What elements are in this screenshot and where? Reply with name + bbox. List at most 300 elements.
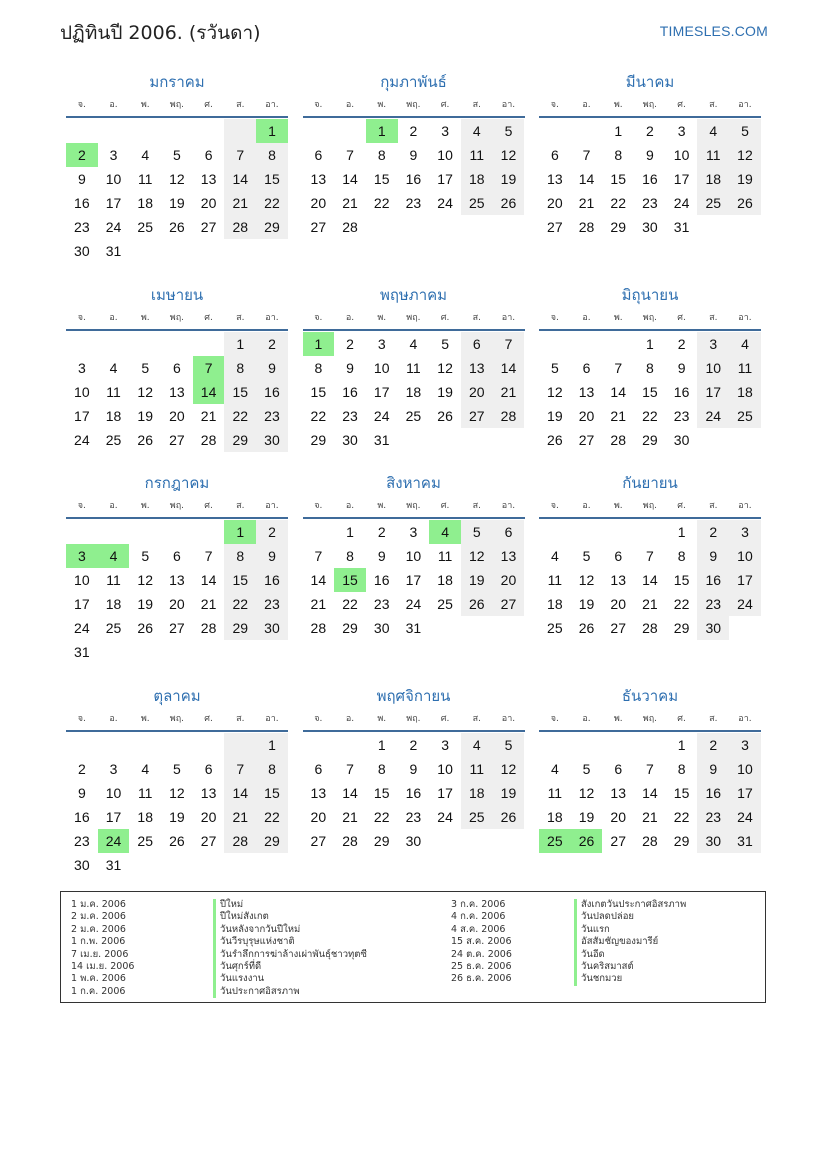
day-empty xyxy=(256,239,288,263)
page-title: ปฏิทินปี 2006. (รวันดา) xyxy=(60,22,261,44)
month-11 xyxy=(303,684,525,853)
day-cell: 29 xyxy=(310,432,327,448)
day-cell: 12 xyxy=(729,143,761,167)
day-cell: 3 xyxy=(441,737,449,753)
day-cell: 19 xyxy=(578,809,595,825)
day-cell: 13 xyxy=(610,785,626,801)
day-cell: 20 xyxy=(493,568,525,592)
week-row xyxy=(539,167,761,191)
weekday-label: จ. xyxy=(77,313,86,323)
day-cell: 30 xyxy=(342,432,358,448)
day-cell: 5 xyxy=(173,761,181,777)
day-cell: 1 xyxy=(256,119,288,143)
day-cell: 4 xyxy=(98,544,130,568)
week-row xyxy=(66,404,288,428)
weekday-label: จ. xyxy=(314,501,323,511)
day-cell: 30 xyxy=(256,428,288,452)
day-cell: 16 xyxy=(642,171,658,187)
day-cell: 7 xyxy=(346,147,354,163)
day-cell: 3 xyxy=(441,123,449,139)
day-cell: 11 xyxy=(106,384,121,400)
week-row xyxy=(66,428,288,452)
day-empty xyxy=(634,520,666,544)
day-cell: 7 xyxy=(193,356,225,380)
day-empty xyxy=(729,215,761,239)
day-cell: 23 xyxy=(697,592,729,616)
week-row xyxy=(66,640,288,664)
day-empty xyxy=(493,428,525,452)
week-row xyxy=(66,853,288,877)
day-cell: 28 xyxy=(610,432,626,448)
day-cell: 24 xyxy=(437,195,453,211)
day-cell: 14 xyxy=(610,384,626,400)
day-empty xyxy=(429,215,461,239)
weekday-label: พ. xyxy=(377,501,387,511)
week-row xyxy=(303,191,525,215)
day-cell: 25 xyxy=(547,620,563,636)
day-cell: 15 xyxy=(224,380,256,404)
week-row xyxy=(303,356,525,380)
day-cell: 1 xyxy=(677,524,686,540)
day-cell: 19 xyxy=(578,596,595,612)
weekday-label: ส. xyxy=(236,100,245,110)
weekday-header xyxy=(303,307,525,331)
day-cell: 10 xyxy=(105,171,122,187)
day-cell: 27 xyxy=(461,404,493,428)
day-cell: 7 xyxy=(224,143,256,167)
weekday-label: ส. xyxy=(709,100,718,110)
day-empty xyxy=(224,853,256,877)
day-cell: 20 xyxy=(461,380,493,404)
day-cell: 22 xyxy=(673,809,690,825)
day-cell: 30 xyxy=(673,432,690,448)
day-empty xyxy=(161,640,193,664)
day-cell: 20 xyxy=(310,809,327,825)
day-cell: 29 xyxy=(373,833,390,849)
holiday-date: 1 ก.พ. 2006 xyxy=(71,936,126,948)
day-cell: 16 xyxy=(373,572,390,588)
day-cell: 17 xyxy=(697,380,729,404)
day-cell: 31 xyxy=(373,432,390,448)
weekday-header xyxy=(539,495,761,519)
day-cell: 13 xyxy=(169,384,185,400)
day-cell: 12 xyxy=(169,171,185,187)
day-cell: 3 xyxy=(677,123,686,139)
day-cell: 25 xyxy=(461,191,493,215)
day-cell: 18 xyxy=(137,195,153,211)
day-cell: 23 xyxy=(74,219,90,235)
day-cell: 12 xyxy=(547,384,563,400)
day-empty xyxy=(571,332,603,356)
day-cell: 7 xyxy=(204,548,213,564)
day-cell: 2 xyxy=(256,332,288,356)
weekday-label: ศ. xyxy=(440,714,450,724)
weekday-label: จ. xyxy=(550,313,559,323)
day-cell: 12 xyxy=(578,785,595,801)
holiday-name: วันแรก xyxy=(574,924,686,936)
day-cell: 13 xyxy=(610,572,626,588)
site-link[interactable]: TIMESLES.COM xyxy=(659,23,768,39)
weekday-label: ส. xyxy=(472,714,481,724)
day-empty xyxy=(729,428,761,452)
day-empty xyxy=(602,332,634,356)
day-cell: 27 xyxy=(200,833,217,849)
weekday-label: ส. xyxy=(709,714,718,724)
day-empty xyxy=(161,853,193,877)
week-row xyxy=(66,829,288,853)
weekday-label: พ. xyxy=(613,501,623,511)
day-cell: 30 xyxy=(697,829,729,853)
month-10 xyxy=(66,684,288,877)
holiday-legend xyxy=(60,891,766,1003)
day-cell: 27 xyxy=(547,219,563,235)
day-cell: 6 xyxy=(614,548,623,564)
holiday-date: 15 ส.ค. 2006 xyxy=(451,936,512,948)
weekday-label: พฤ. xyxy=(406,313,421,323)
day-cell: 24 xyxy=(105,219,122,235)
day-cell: 23 xyxy=(405,809,422,825)
day-cell: 2 xyxy=(646,123,654,139)
day-cell: 10 xyxy=(437,761,453,777)
day-empty xyxy=(461,829,493,853)
day-cell: 26 xyxy=(137,432,153,448)
day-cell: 27 xyxy=(310,219,327,235)
day-cell: 12 xyxy=(493,143,525,167)
weekday-label: ส. xyxy=(472,313,481,323)
day-cell: 4 xyxy=(409,336,418,352)
month-name: ธันวาคม xyxy=(621,687,679,705)
weekday-label: ศ. xyxy=(440,100,450,110)
day-cell: 16 xyxy=(405,785,422,801)
week-row xyxy=(303,592,525,616)
day-cell: 4 xyxy=(550,761,559,777)
day-cell: 3 xyxy=(109,761,118,777)
week-row xyxy=(66,119,288,143)
day-cell: 23 xyxy=(256,592,288,616)
weekday-label: ส. xyxy=(236,714,245,724)
day-cell: 18 xyxy=(405,384,422,400)
day-empty xyxy=(161,733,193,757)
day-cell: 8 xyxy=(646,360,654,376)
weekday-label: อา. xyxy=(501,714,516,724)
week-row xyxy=(303,544,525,568)
day-cell: 13 xyxy=(310,785,327,801)
day-cell: 29 xyxy=(673,620,690,636)
weekday-label: พ. xyxy=(140,100,150,110)
day-cell: 29 xyxy=(224,616,256,640)
day-cell: 30 xyxy=(405,833,422,849)
day-empty xyxy=(429,428,461,452)
weekday-header xyxy=(539,307,761,331)
weekday-label: พฤ. xyxy=(169,501,185,511)
weekday-label: พ. xyxy=(377,714,387,724)
day-cell: 3 xyxy=(729,520,761,544)
week-row xyxy=(539,757,761,781)
week-row xyxy=(303,332,525,356)
day-cell: 22 xyxy=(224,404,256,428)
weekday-label: ศ. xyxy=(204,313,213,323)
week-row xyxy=(303,733,525,757)
day-cell: 27 xyxy=(169,620,185,636)
day-cell: 17 xyxy=(74,596,90,612)
weekday-label: ศ. xyxy=(677,501,686,511)
day-cell: 26 xyxy=(547,432,563,448)
day-cell: 21 xyxy=(224,191,256,215)
week-row xyxy=(539,404,761,428)
day-cell: 9 xyxy=(646,147,654,163)
day-empty xyxy=(193,119,225,143)
weekday-label: อ. xyxy=(582,714,591,724)
week-row xyxy=(303,757,525,781)
day-cell: 15 xyxy=(610,171,626,187)
week-row xyxy=(539,356,761,380)
weekday-label: อ. xyxy=(109,501,118,511)
day-empty xyxy=(602,733,634,757)
day-cell: 14 xyxy=(342,785,358,801)
weekday-label: พฤ. xyxy=(642,313,658,323)
month-name: มีนาคม xyxy=(625,73,675,91)
weekday-label: พฤ. xyxy=(642,100,658,110)
weekday-label: อ. xyxy=(582,313,591,323)
day-cell: 22 xyxy=(642,408,658,424)
day-cell: 6 xyxy=(173,360,181,376)
day-empty xyxy=(129,520,161,544)
holiday-date: 1 ก.ค. 2006 xyxy=(71,985,126,997)
day-cell: 8 xyxy=(224,356,256,380)
weekday-header xyxy=(303,708,525,732)
week-row xyxy=(303,119,525,143)
day-cell: 9 xyxy=(256,544,288,568)
day-cell: 19 xyxy=(137,408,153,424)
day-cell: 24 xyxy=(405,596,422,612)
day-cell: 27 xyxy=(200,219,217,235)
day-cell: 14 xyxy=(200,572,217,588)
day-cell: 12 xyxy=(578,572,595,588)
day-empty xyxy=(161,332,193,356)
weekday-label: จ. xyxy=(550,714,559,724)
day-cell: 18 xyxy=(137,809,153,825)
weekday-label: อา. xyxy=(501,100,516,110)
week-row xyxy=(539,544,761,568)
holiday-name: สังเกตวันประกาศอิสรภาพ xyxy=(574,899,686,911)
day-cell: 11 xyxy=(547,785,563,801)
day-cell: 23 xyxy=(342,408,358,424)
holiday-name: วันศุกร์ที่ดี xyxy=(213,961,367,973)
day-cell: 13 xyxy=(578,384,595,400)
day-empty xyxy=(129,239,161,263)
day-cell: 15 xyxy=(256,781,288,805)
day-cell: 9 xyxy=(697,757,729,781)
day-cell: 16 xyxy=(74,195,90,211)
day-cell: 14 xyxy=(224,781,256,805)
day-empty xyxy=(224,733,256,757)
week-row xyxy=(66,544,288,568)
day-cell: 13 xyxy=(200,785,217,801)
day-cell: 6 xyxy=(204,147,213,163)
day-cell: 11 xyxy=(406,360,421,376)
day-cell: 14 xyxy=(224,167,256,191)
day-empty xyxy=(729,616,761,640)
holiday-name: ปีใหม่ xyxy=(213,899,367,911)
day-cell: 22 xyxy=(256,805,288,829)
day-empty xyxy=(602,520,634,544)
week-row xyxy=(66,191,288,215)
day-cell: 12 xyxy=(493,757,525,781)
day-cell: 1 xyxy=(256,733,288,757)
day-cell: 4 xyxy=(697,119,729,143)
holiday-name: วันชกมวย xyxy=(574,973,686,985)
day-cell: 16 xyxy=(697,781,729,805)
holiday-date: 1 ม.ค. 2006 xyxy=(71,899,126,910)
day-empty xyxy=(493,829,525,853)
weekday-label: อา. xyxy=(738,100,752,110)
weekday-label: อา. xyxy=(738,313,752,323)
day-cell: 6 xyxy=(493,520,525,544)
day-cell: 24 xyxy=(373,408,390,424)
day-cell: 19 xyxy=(169,195,185,211)
weekday-label: อ. xyxy=(582,100,591,110)
weekday-label: พ. xyxy=(140,714,150,724)
day-cell: 20 xyxy=(578,408,595,424)
day-cell: 30 xyxy=(74,243,90,259)
day-cell: 16 xyxy=(697,568,729,592)
day-empty xyxy=(193,733,225,757)
legend-left-dates xyxy=(71,899,134,998)
day-cell: 4 xyxy=(550,548,559,564)
day-cell: 21 xyxy=(200,408,217,424)
week-row xyxy=(303,520,525,544)
holiday-name: วันหลังจากวันปีใหม่ xyxy=(213,924,367,936)
day-empty xyxy=(429,616,461,640)
day-cell: 22 xyxy=(310,408,327,424)
day-cell: 9 xyxy=(377,548,386,564)
day-cell: 24 xyxy=(74,620,90,636)
day-cell: 17 xyxy=(373,384,390,400)
day-cell: 21 xyxy=(342,195,358,211)
day-cell: 3 xyxy=(77,360,86,376)
week-row xyxy=(303,143,525,167)
day-empty xyxy=(193,853,225,877)
day-cell: 7 xyxy=(224,757,256,781)
holiday-date: 24 ต.ค. 2006 xyxy=(451,948,512,960)
day-cell: 17 xyxy=(74,408,90,424)
week-row xyxy=(303,781,525,805)
day-empty xyxy=(66,733,98,757)
holiday-date: 3 ก.ค. 2006 xyxy=(451,899,506,910)
day-cell: 29 xyxy=(342,620,358,636)
weekday-label: พฤ. xyxy=(406,100,421,110)
day-cell: 5 xyxy=(493,119,525,143)
day-cell: 25 xyxy=(461,805,493,829)
day-cell: 31 xyxy=(74,644,90,660)
day-cell: 2 xyxy=(409,737,418,753)
day-cell: 21 xyxy=(310,596,327,612)
day-cell: 9 xyxy=(409,761,418,777)
day-cell: 9 xyxy=(346,360,354,376)
day-cell: 1 xyxy=(646,336,654,352)
day-empty xyxy=(303,733,335,757)
day-cell: 14 xyxy=(578,171,595,187)
day-cell: 26 xyxy=(461,592,493,616)
day-cell: 31 xyxy=(405,620,422,636)
day-cell: 23 xyxy=(373,596,390,612)
day-cell: 7 xyxy=(346,761,354,777)
holiday-date: 26 ธ.ค. 2006 xyxy=(451,973,512,985)
holiday-date: 25 ธ.ค. 2006 xyxy=(451,960,512,972)
day-empty xyxy=(461,215,493,239)
day-cell: 12 xyxy=(437,360,453,376)
day-cell: 5 xyxy=(461,520,493,544)
day-cell: 8 xyxy=(614,147,623,163)
day-cell: 19 xyxy=(729,167,761,191)
weekday-label: จ. xyxy=(314,714,323,724)
day-cell: 11 xyxy=(547,572,563,588)
weekday-label: อ. xyxy=(582,501,591,511)
day-cell: 25 xyxy=(105,620,122,636)
weekday-header xyxy=(539,94,761,118)
day-cell: 12 xyxy=(137,572,153,588)
day-cell: 1 xyxy=(677,737,686,753)
week-row xyxy=(539,380,761,404)
week-row xyxy=(303,616,525,640)
month-5 xyxy=(303,283,525,452)
day-cell: 23 xyxy=(256,404,288,428)
day-cell: 20 xyxy=(200,809,217,825)
weekday-label: พฤ. xyxy=(169,313,185,323)
day-cell: 2 xyxy=(66,143,98,167)
day-cell: 25 xyxy=(405,408,422,424)
day-empty xyxy=(129,853,161,877)
day-cell: 14 xyxy=(310,572,327,588)
day-cell: 27 xyxy=(578,432,595,448)
week-row xyxy=(539,592,761,616)
day-cell: 23 xyxy=(74,833,90,849)
week-row xyxy=(539,428,761,452)
day-cell: 13 xyxy=(169,572,185,588)
day-cell: 2 xyxy=(256,520,288,544)
day-cell: 4 xyxy=(109,360,118,376)
week-row xyxy=(303,167,525,191)
day-cell: 22 xyxy=(673,596,690,612)
day-cell: 26 xyxy=(729,191,761,215)
holiday-name: วันวีรบุรุษแห่งชาติ xyxy=(213,936,367,948)
month-name: สิงหาคม xyxy=(386,474,441,492)
weekday-label: พฤ. xyxy=(406,714,421,724)
day-cell: 19 xyxy=(461,568,493,592)
day-cell: 18 xyxy=(437,572,453,588)
day-cell: 25 xyxy=(137,219,153,235)
month-7 xyxy=(66,471,288,664)
week-row xyxy=(66,380,288,404)
weekday-label: อ. xyxy=(345,501,355,511)
holiday-name: วันประกาศอิสรภาพ xyxy=(213,986,367,998)
weekday-label: อา. xyxy=(265,714,279,724)
holiday-name: วันแรงงาน xyxy=(213,973,367,985)
month-2 xyxy=(303,70,525,239)
day-cell: 5 xyxy=(493,733,525,757)
month-name: ตุลาคม xyxy=(153,687,201,705)
week-row xyxy=(66,356,288,380)
day-empty xyxy=(398,428,430,452)
day-cell: 19 xyxy=(137,596,153,612)
week-row xyxy=(539,616,761,640)
day-cell: 20 xyxy=(200,195,217,211)
weekday-label: ส. xyxy=(236,501,245,511)
day-cell: 19 xyxy=(493,167,525,191)
day-cell: 17 xyxy=(405,572,422,588)
day-cell: 26 xyxy=(437,408,453,424)
day-cell: 10 xyxy=(729,757,761,781)
